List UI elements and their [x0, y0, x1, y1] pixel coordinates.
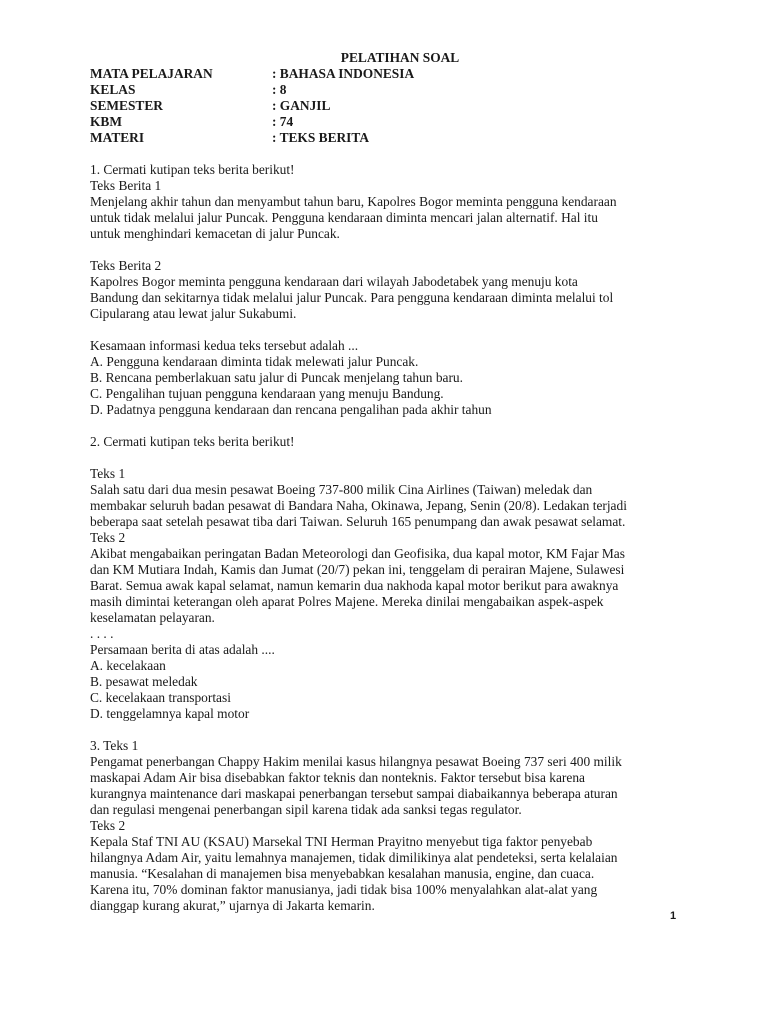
document-page: [90, 50, 710, 914]
text-line: masih dimintai keterangan oleh aparat Polres Majene. Mereka dinilai mengabaikan aspek-aspek: [90, 594, 604, 609]
text-line: keselamatan pelayaran.: [90, 610, 215, 625]
text-title: Teks Berita 1: [90, 178, 162, 193]
text-line: membakar seluruh badan pesawat di Bandara Naha, Okinawa, Jepang, Senin (20/8). Ledakan terjadi: [90, 498, 627, 513]
question-text: Persamaan berita di atas adalah ....: [90, 642, 275, 657]
meta-value: : 74: [272, 114, 294, 129]
question-prompt: 1. Cermati kutipan teks berita berikut!: [90, 162, 295, 177]
meta-value: : 8: [272, 82, 287, 97]
text-line: Barat. Semua awak kapal selamat, namun kemarin dua nakhoda kapal motor berikut para awaknya: [90, 578, 619, 593]
text-line: Kapolres Bogor meminta pengguna kendaraan dari wilayah Jabodetabek yang menuju kota: [90, 274, 578, 289]
document-title: PELATIHAN SOAL: [340, 50, 460, 65]
text-line: Karena itu, 70% dominan faktor manusianya, jadi tidak bisa 100% menyalahkan alat-alat yang: [90, 882, 598, 897]
answer-option: D. tenggelamnya kapal motor: [90, 706, 250, 721]
answer-option: C. kecelakaan transportasi: [90, 690, 231, 705]
text-line: hilangnya Adam Air, yaitu lemahnya manajemen, tidak dimilikinya alat pendeteksi, serta kelalaian: [90, 850, 618, 865]
meta-row-kbm: [90, 114, 710, 130]
text-title: Teks Berita 2: [90, 258, 162, 273]
answer-option: A. Pengguna kendaraan diminta tidak melewati jalur Puncak.: [90, 354, 419, 369]
answer-option: D. Padatnya pengguna kendaraan dan rencana pengalihan pada akhir tahun: [90, 402, 492, 417]
text-line: maskapai Adam Air bisa disebabkan faktor teknis dan nonteknis. Faktor tersebut bisa karena: [90, 770, 585, 785]
text-line: dan regulasi mengenai penerbangan sipil karena tidak ada sanksi tegas regulator.: [90, 802, 522, 817]
meta-label: MATA PELAJARAN: [90, 66, 213, 81]
answer-option: B. Rencana pemberlakuan satu jalur di Puncak menjelang tahun baru.: [90, 370, 463, 385]
text-line: dianggap kurang akurat,” ujarnya di Jakarta kemarin.: [90, 898, 375, 913]
question-2: [90, 434, 710, 722]
text-title: Teks 2: [90, 530, 126, 545]
text-line: untuk tidak melalui jalur Puncak. Pengguna kendaraan diminta mencari jalan alternatif. Hal itu: [90, 210, 598, 225]
text-title: Teks 2: [90, 818, 126, 833]
text-line: Salah satu dari dua mesin pesawat Boeing 737-800 milik Cina Airlines (Taiwan) meledak dan: [90, 482, 593, 497]
text-line: Pengamat penerbangan Chappy Hakim menilai kasus hilangnya pesawat Boeing 737 seri 400 milik: [90, 754, 622, 769]
meta-value: : BAHASA INDONESIA: [272, 66, 415, 81]
answer-option: A. kecelakaan: [90, 658, 166, 673]
text-line: Akibat mengabaikan peringatan Badan Meteorologi dan Geofisika, dua kapal motor, KM Fajar Mas: [90, 546, 625, 561]
question-3: [90, 738, 710, 914]
text-line: beberapa saat setelah pesawat tiba dari Taiwan. Seluruh 165 penumpang dan awak pesawat selamat.: [90, 514, 626, 529]
meta-row-material: [90, 130, 710, 146]
meta-label: KBM: [90, 114, 122, 129]
question-text: Kesamaan informasi kedua teks tersebut adalah ...: [90, 338, 359, 353]
answer-option: B. pesawat meledak: [90, 674, 198, 689]
text-line: manusia. “Kesalahan di manajemen bisa menyebabkan kesalahan manusia, engine, dan cuaca.: [90, 866, 595, 881]
text-line: Kepala Staf TNI AU (KSAU) Marsekal TNI Herman Prayitno menyebut tiga faktor penyebab: [90, 834, 593, 849]
meta-label: KELAS: [90, 82, 136, 97]
text-line: kurangnya maintenance dari maskapai penerbangan tersebut sampai diabaikannya beberapa aturan: [90, 786, 618, 801]
question-1: [90, 162, 710, 418]
question-prompt: 2. Cermati kutipan teks berita berikut!: [90, 434, 295, 449]
meta-label: SEMESTER: [90, 98, 163, 113]
meta-row-class: [90, 82, 710, 98]
meta-row-subject: [90, 66, 710, 82]
meta-value: : TEKS BERITA: [272, 130, 369, 145]
text-line: Menjelang akhir tahun dan menyambut tahun baru, Kapolres Bogor meminta pengguna kendaraan: [90, 194, 617, 209]
meta-value: : GANJIL: [272, 98, 331, 113]
text-line: Bandung dan sekitarnya tidak melalui jalur Puncak. Para pengguna kendaraan diminta melalui tol: [90, 290, 614, 305]
answer-option: C. Pengalihan tujuan pengguna kendaraan yang menuju Bandung.: [90, 386, 444, 401]
text-line: dan KM Mutiara Indah, Kamis dan Jumat (20/7) pekan ini, tenggelam di perairan Majene, Sulawesi: [90, 562, 625, 577]
text-line: untuk menghindari kemacetan di jalur Puncak.: [90, 226, 340, 241]
text-line: Cipularang atau lewat jalur Sukabumi.: [90, 306, 297, 321]
ellipsis: . . . .: [90, 626, 114, 641]
question-prompt: 3. Teks 1: [90, 738, 139, 753]
meta-row-semester: [90, 98, 710, 114]
text-title: Teks 1: [90, 466, 126, 481]
meta-label: MATERI: [90, 130, 145, 145]
metadata-block: [90, 66, 710, 146]
page-number: 1: [670, 910, 677, 922]
